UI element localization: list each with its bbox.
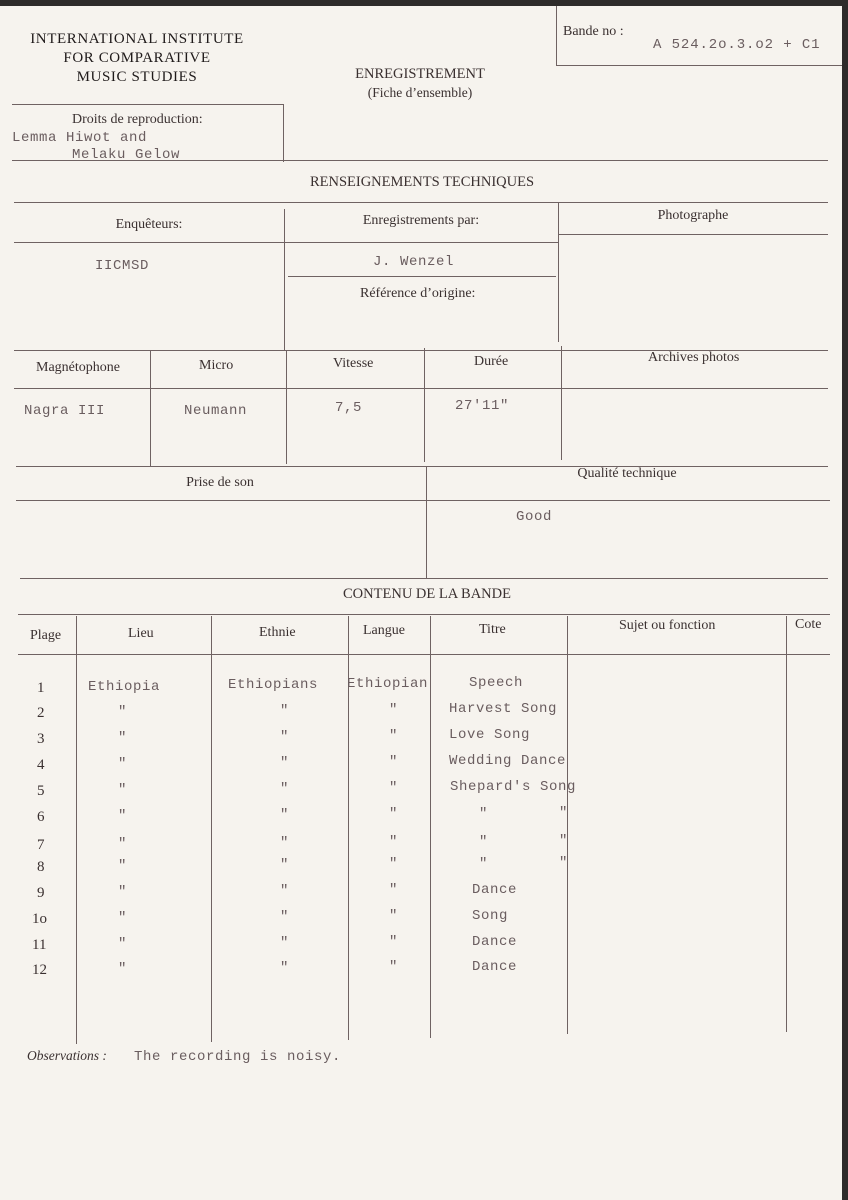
table-row <box>0 806 842 828</box>
row-titre: " <box>479 856 489 872</box>
row-langue: " <box>389 908 399 924</box>
table-row <box>0 856 842 878</box>
row-sujet: " <box>559 805 569 821</box>
magnetophone-label: Magnétophone <box>36 360 120 375</box>
row-lieu: " <box>118 884 128 900</box>
row-plage: 1o <box>32 911 47 927</box>
row-titre: Dance <box>472 959 518 975</box>
micro-label: Micro <box>199 358 234 373</box>
row-ethnie: " <box>280 935 290 951</box>
row-langue: " <box>389 702 399 718</box>
row-lieu: " <box>118 910 128 926</box>
row-ethnie: " <box>280 781 290 797</box>
table-row <box>0 676 842 698</box>
enregistrements-value: J. Wenzel <box>373 254 455 270</box>
row-lieu: Ethiopia <box>88 679 161 695</box>
contents-section-title: CONTENU DE LA BANDE <box>343 586 511 602</box>
row-lieu: " <box>118 961 128 977</box>
row-langue: " <box>389 856 399 872</box>
row-titre: Shepard's Song <box>450 779 577 795</box>
row-ethnie: " <box>280 703 290 719</box>
form-subtitle: (Fiche d’ensemble) <box>367 85 473 100</box>
qualite-value: Good <box>516 509 553 525</box>
table-row <box>0 780 842 802</box>
observations-value: The recording is noisy. <box>134 1049 342 1065</box>
row-plage: 11 <box>32 937 47 953</box>
row-plage: 9 <box>37 885 45 901</box>
row-lieu: " <box>118 756 128 772</box>
row-ethnie: " <box>280 909 290 925</box>
row-ethnie: " <box>280 807 290 823</box>
row-ethnie: " <box>280 857 290 873</box>
rights-label: Droits de reproduction: <box>72 112 203 127</box>
row-langue: " <box>389 754 399 770</box>
row-langue: " <box>389 728 399 744</box>
row-lieu: " <box>118 836 128 852</box>
row-lieu: " <box>118 704 128 720</box>
col-plage: Plage <box>30 628 62 643</box>
row-titre: " <box>479 806 489 822</box>
vitesse-value: 7,5 <box>335 400 363 416</box>
row-titre: " <box>479 834 489 850</box>
col-cote: Cote <box>795 617 822 632</box>
row-langue: Ethiopian <box>347 676 429 692</box>
row-ethnie: " <box>280 729 290 745</box>
observations-label: Observations : <box>27 1048 107 1063</box>
row-titre: Harvest Song <box>449 701 558 717</box>
institute-line-3: MUSIC STUDIES <box>76 69 198 85</box>
bande-number: A 524.2o.3.o2 + C1 <box>653 37 821 53</box>
row-ethnie: " <box>280 755 290 771</box>
row-plage: 5 <box>37 783 45 799</box>
form-title: ENREGISTREMENT <box>355 66 485 82</box>
col-lieu: Lieu <box>128 626 154 641</box>
recording-form-page <box>0 6 842 1200</box>
row-plage: 7 <box>37 837 45 853</box>
table-row <box>0 754 842 776</box>
row-sujet: " <box>559 855 569 871</box>
row-titre: Wedding Dance <box>449 753 567 769</box>
duree-value: 27'11" <box>455 398 510 414</box>
row-titre: Love Song <box>449 727 531 743</box>
row-titre: Song <box>472 908 509 924</box>
row-langue: " <box>389 882 399 898</box>
enqueteurs-label: Enquêteurs: <box>115 217 183 232</box>
row-ethnie: Ethiopians <box>228 677 319 693</box>
row-langue: " <box>389 959 399 975</box>
enqueteurs-value: IICMSD <box>95 258 150 274</box>
qualite-label: Qualité technique <box>577 466 677 481</box>
institute-line-2: FOR COMPARATIVE <box>63 50 211 66</box>
row-plage: 2 <box>37 705 45 721</box>
row-plage: 1 <box>37 680 45 696</box>
col-langue: Langue <box>363 623 405 638</box>
magnetophone-value: Nagra III <box>24 403 106 419</box>
row-langue: " <box>389 780 399 796</box>
row-plage: 3 <box>37 731 45 747</box>
archives-label: Archives photos <box>648 350 740 365</box>
photographe-label: Photographe <box>657 208 729 223</box>
institute-name <box>8 30 266 87</box>
row-ethnie: " <box>280 960 290 976</box>
row-plage: 12 <box>32 962 47 978</box>
row-plage: 4 <box>37 757 45 773</box>
row-langue: " <box>389 834 399 850</box>
row-lieu: " <box>118 730 128 746</box>
row-lieu: " <box>118 936 128 952</box>
row-langue: " <box>389 806 399 822</box>
row-titre: Dance <box>472 882 518 898</box>
row-ethnie: " <box>280 835 290 851</box>
technical-section-title: RENSEIGNEMENTS TECHNIQUES <box>309 174 535 190</box>
rights-holder-line-2: Melaku Gelow <box>72 147 181 163</box>
table-row <box>0 728 842 750</box>
row-lieu: " <box>118 808 128 824</box>
table-row <box>0 834 842 856</box>
table-row <box>0 934 842 956</box>
table-row <box>0 908 842 930</box>
duree-label: Durée <box>474 354 509 369</box>
vitesse-label: Vitesse <box>333 356 374 371</box>
enregistrements-label: Enregistrements par: <box>362 213 480 228</box>
row-sujet: " <box>559 833 569 849</box>
rights-holder-line-1: Lemma Hiwot and <box>12 130 148 146</box>
col-sujet: Sujet ou fonction <box>619 618 716 633</box>
institute-line-1: INTERNATIONAL INSTITUTE <box>30 31 244 47</box>
table-row <box>0 702 842 724</box>
table-row <box>0 882 842 904</box>
prise-de-son-label: Prise de son <box>186 475 254 490</box>
row-plage: 8 <box>37 859 45 875</box>
col-titre: Titre <box>479 622 506 637</box>
col-ethnie: Ethnie <box>259 625 296 640</box>
reference-label: Référence d’origine: <box>360 286 476 301</box>
bande-label: Bande no : <box>563 24 624 39</box>
row-titre: Dance <box>472 934 518 950</box>
row-langue: " <box>389 934 399 950</box>
row-ethnie: " <box>280 883 290 899</box>
row-titre: Speech <box>469 675 524 691</box>
row-lieu: " <box>118 782 128 798</box>
row-plage: 6 <box>37 809 45 825</box>
table-row <box>0 959 842 981</box>
micro-value: Neumann <box>184 403 248 419</box>
row-lieu: " <box>118 858 128 874</box>
